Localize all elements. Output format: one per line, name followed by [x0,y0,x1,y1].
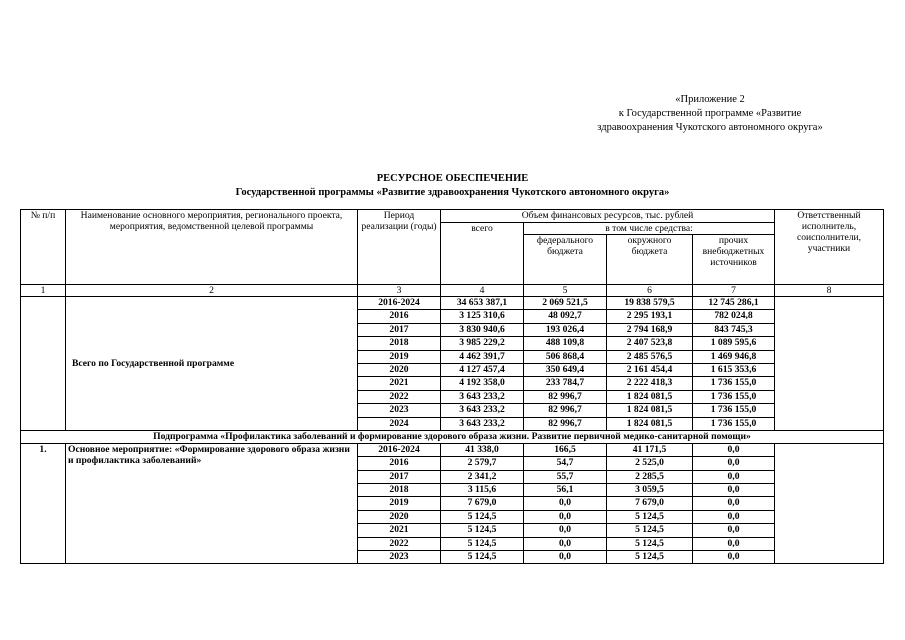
period-cell: 2024 [358,417,441,430]
other-cell: 782 024,8 [693,310,775,323]
other-cell: 1 736 155,0 [693,377,775,390]
other-cell: 1 736 155,0 [693,404,775,417]
header-volume: Объем финансовых ресурсов, тыс. рублей [441,210,775,223]
period-cell: 2021 [358,377,441,390]
total-cell: 4 127 457,4 [441,363,524,376]
header-responsible: Ответственный исполнитель, соисполнители, участники [775,210,884,285]
row-number [21,297,66,431]
period-cell: 2018 [358,337,441,350]
header-name: Наименование основного мероприятия, регионального проекта, мероприятия, ведомственной целевой программы [66,210,358,285]
total-cell: 4 192 358,0 [441,377,524,390]
district-cell: 2 407 523,8 [607,337,693,350]
period-cell: 2020 [358,363,441,376]
other-cell: 0,0 [693,551,775,564]
appendix-line: к Государственной программе «Развитие [618,108,802,119]
table-row [21,297,884,310]
activity-name: Всего по Государственной программе [66,297,358,431]
period-cell: 2022 [358,537,441,550]
other-cell: 1 089 595,6 [693,337,775,350]
total-cell: 4 462 391,7 [441,350,524,363]
header-total: всего [441,223,524,285]
district-cell: 5 124,5 [607,537,693,550]
total-cell: 3 830 940,6 [441,323,524,336]
other-cell: 843 745,3 [693,323,775,336]
federal-cell: 48 092,7 [524,310,607,323]
total-cell: 3 115,6 [441,484,524,497]
district-cell: 2 794 168,9 [607,323,693,336]
total-cell: 3 643 233,2 [441,390,524,403]
district-cell: 2 285,5 [607,470,693,483]
activity-name: Основное мероприятие: «Формирование здорового образа жизни и профилактика заболеваний» [66,443,358,564]
total-cell: 34 653 387,1 [441,297,524,310]
federal-cell: 233 784,7 [524,377,607,390]
federal-cell: 82 996,7 [524,390,607,403]
col-number: 1 [21,285,66,297]
period-cell: 2017 [358,470,441,483]
col-number: 8 [775,285,884,297]
federal-cell: 56,1 [524,484,607,497]
other-cell: 0,0 [693,470,775,483]
federal-cell: 0,0 [524,524,607,537]
period-cell: 2016 [358,457,441,470]
district-cell: 2 525,0 [607,457,693,470]
district-cell: 5 124,5 [607,510,693,523]
period-cell: 2022 [358,390,441,403]
row-number: 1. [21,443,66,564]
other-cell: 0,0 [693,524,775,537]
period-cell: 2016-2024 [358,297,441,310]
other-cell: 1 736 155,0 [693,417,775,430]
district-cell: 1 824 081,5 [607,404,693,417]
federal-cell: 0,0 [524,497,607,510]
period-cell: 2018 [358,484,441,497]
federal-cell: 193 026,4 [524,323,607,336]
col-number: 2 [66,285,358,297]
other-cell: 12 745 286,1 [693,297,775,310]
header-including: в том числе средства: [524,223,775,235]
total-cell: 2 341,2 [441,470,524,483]
period-cell: 2016-2024 [358,443,441,456]
district-cell: 3 059,5 [607,484,693,497]
total-cell: 3 125 310,6 [441,310,524,323]
other-cell: 0,0 [693,497,775,510]
federal-cell: 0,0 [524,510,607,523]
period-cell: 2019 [358,350,441,363]
period-cell: 2019 [358,497,441,510]
period-cell: 2023 [358,404,441,417]
district-cell: 2 222 418,3 [607,377,693,390]
col-number: 5 [524,285,607,297]
total-cell: 7 679,0 [441,497,524,510]
col-number: 4 [441,285,524,297]
total-cell: 3 643 233,2 [441,404,524,417]
other-cell: 0,0 [693,537,775,550]
header-period: Период реализации (годы) [358,210,441,285]
federal-cell: 166,5 [524,443,607,456]
other-cell: 1 615 353,6 [693,363,775,376]
period-cell: 2016 [358,310,441,323]
federal-cell: 55,7 [524,470,607,483]
district-cell: 2 485 576,5 [607,350,693,363]
total-cell: 5 124,5 [441,537,524,550]
district-cell: 1 824 081,5 [607,390,693,403]
other-cell: 1 736 155,0 [693,390,775,403]
federal-cell: 350 649,4 [524,363,607,376]
district-cell: 2 161 454,4 [607,363,693,376]
period-cell: 2020 [358,510,441,523]
district-cell: 1 824 081,5 [607,417,693,430]
total-cell: 3 985 229,2 [441,337,524,350]
header-other: прочих внебюджетных источников [693,235,775,285]
appendix-line: здравоохранения Чукотского автономного округа» [597,122,823,133]
total-cell: 41 338,0 [441,443,524,456]
appendix-line: «Приложение 2 [675,94,745,105]
district-cell: 5 124,5 [607,524,693,537]
subprogram-title: Подпрограмма «Профилактика заболеваний и формирование здорового образа жизни. Развитие первичной медико-санитарной помощи» [21,430,884,443]
total-cell: 5 124,5 [441,551,524,564]
federal-cell: 54,7 [524,457,607,470]
other-cell: 0,0 [693,484,775,497]
federal-cell: 0,0 [524,537,607,550]
other-cell: 1 469 946,8 [693,350,775,363]
district-cell: 41 171,5 [607,443,693,456]
district-cell: 7 679,0 [607,497,693,510]
document-title: РЕСУРСНОЕ ОБЕСПЕЧЕНИЕ [376,173,529,184]
resource-table [20,209,884,564]
total-cell: 5 124,5 [441,524,524,537]
total-cell: 2 579,7 [441,457,524,470]
period-cell: 2021 [358,524,441,537]
federal-cell: 82 996,7 [524,417,607,430]
appendix-note [560,93,860,135]
period-cell: 2023 [358,551,441,564]
header-num: № п/п [21,210,66,285]
federal-cell: 488 109,8 [524,337,607,350]
federal-cell: 506 868,4 [524,350,607,363]
col-number: 6 [607,285,693,297]
federal-cell: 82 996,7 [524,404,607,417]
total-cell: 5 124,5 [441,510,524,523]
other-cell: 0,0 [693,510,775,523]
document-subtitle: Государственной программы «Развитие здравоохранения Чукотского автономного округа» [235,187,670,198]
federal-cell: 2 069 521,5 [524,297,607,310]
header-federal: федерального бюджета [524,235,607,285]
district-cell: 2 295 193,1 [607,310,693,323]
col-number: 7 [693,285,775,297]
col-number: 3 [358,285,441,297]
total-cell: 3 643 233,2 [441,417,524,430]
header-district: окружного бюджета [607,235,693,285]
responsible-cell [775,297,884,431]
district-cell: 19 838 579,5 [607,297,693,310]
other-cell: 0,0 [693,443,775,456]
table-row [21,443,884,456]
period-cell: 2017 [358,323,441,336]
other-cell: 0,0 [693,457,775,470]
federal-cell: 0,0 [524,551,607,564]
district-cell: 5 124,5 [607,551,693,564]
responsible-cell [775,443,884,564]
